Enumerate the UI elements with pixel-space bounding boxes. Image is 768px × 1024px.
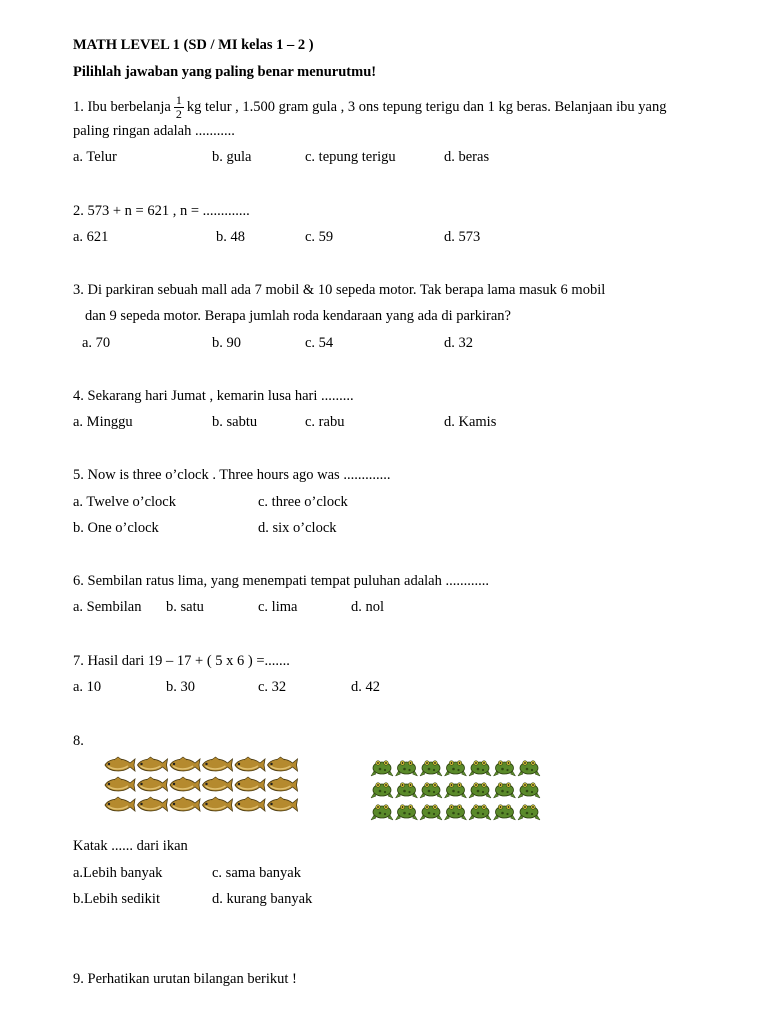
frog-icon [396,783,418,798]
question-3-line2: dan 9 sepeda motor. Berapa jumlah roda kendaraan yang ada di parkiran? [85,308,511,324]
question-7: 7. Hasil dari 19 – 17 + ( 5 x 6 ) =....... [73,653,290,669]
fish-icon [138,777,168,791]
frog-icon [494,805,516,820]
option-4c[interactable]: c. rabu [305,414,345,430]
option-6a[interactable]: a. Sembilan [73,599,142,615]
fish-icon [105,777,135,791]
option-8b[interactable]: b.Lebih sedikit [73,891,160,907]
option-5c[interactable]: c. three o’clock [258,494,348,510]
frog-icon [396,761,418,776]
frog-icon [445,783,467,798]
option-1c[interactable]: c. tepung terigu [305,149,396,165]
question-1-text-after: kg telur , 1.500 gram gula , 3 ons tepung terigu dan 1 kg beras. Belanjaan ibu yang [186,99,667,115]
fish-icon [268,757,298,771]
fish-icon [170,757,200,771]
option-6d[interactable]: d. nol [351,599,385,615]
question-6: 6. Sembilan ratus lima, yang menempati tempat puluhan adalah ............ [73,573,489,589]
frog-icon [420,783,442,798]
option-8a[interactable]: a.Lebih banyak [73,865,163,881]
question-1 [73,92,667,121]
frog-icon [518,805,540,820]
fraction-half [174,94,184,121]
option-3c[interactable]: c. 54 [305,335,334,351]
frog-icon [420,761,442,776]
frog-icon [518,783,540,798]
frog-icon [420,805,442,820]
option-6c[interactable]: c. lima [258,599,298,615]
option-7b[interactable]: b. 30 [166,679,195,695]
fish-icon [235,757,265,771]
question-1-text-before: 1. Ibu berbelanja [73,99,171,115]
fish-icon [268,797,298,811]
fish-icon [105,757,135,771]
option-1a[interactable]: a. Telur [73,149,117,165]
frog-icon [445,761,467,776]
fish-icon [138,797,168,811]
question-4: 4. Sekarang hari Jumat , kemarin lusa hari ......... [73,388,354,404]
option-5b[interactable]: b. One o’clock [73,520,159,536]
option-5d[interactable]: d. six o’clock [258,520,337,536]
question-2: 2. 573 + n = 621 , n = ............. [73,203,250,219]
option-4d[interactable]: d. Kamis [444,414,497,430]
fish-icon [170,797,200,811]
fish-icon [268,777,298,791]
fish-picture [100,754,300,816]
frog-icon [445,805,467,820]
option-8c[interactable]: c. sama banyak [212,865,301,881]
option-7a[interactable]: a. 10 [73,679,102,695]
instruction: Pilihlah jawaban yang paling benar menurutmu! [73,64,377,80]
frog-picture [368,756,558,828]
option-3b[interactable]: b. 90 [212,335,241,351]
question-3: 3. Di parkiran sebuah mall ada 7 mobil & 10 sepeda motor. Tak berapa lama masuk 6 mobil [73,282,606,298]
option-1d[interactable]: d. beras [444,149,490,165]
option-2d[interactable]: d. 573 [444,229,481,245]
question-1-line2: paling ringan adalah ........... [73,123,235,139]
option-3a[interactable]: a. 70 [82,335,111,351]
option-4b[interactable]: b. sabtu [212,414,258,430]
question-5: 5. Now is three o’clock . Three hours ago was ............. [73,467,391,483]
frog-icon [371,783,393,798]
frog-icon [518,761,540,776]
option-7c[interactable]: c. 32 [258,679,287,695]
option-2a[interactable]: a. 621 [73,229,109,245]
fish-icon [235,777,265,791]
option-2c[interactable]: c. 59 [305,229,334,245]
fraction-denominator: 2 [175,106,182,121]
frog-icon [371,805,393,820]
fish-icon [170,777,200,791]
frog-icon [396,805,418,820]
question-9: 9. Perhatikan urutan bilangan berikut ! [73,971,297,987]
option-2b[interactable]: b. 48 [216,229,245,245]
frog-icon [469,805,491,820]
page-title: MATH LEVEL 1 (SD / MI kelas 1 – 2 ) [73,37,314,53]
fish-icon [105,797,135,811]
fish-icon [203,777,233,791]
frog-icon [494,761,516,776]
fish-icon [235,797,265,811]
fish-icon [138,757,168,771]
frog-icon [469,783,491,798]
fish-icon [203,797,233,811]
option-6b[interactable]: b. satu [166,599,204,615]
option-5a[interactable]: a. Twelve o’clock [73,494,176,510]
option-7d[interactable]: d. 42 [351,679,380,695]
option-3d[interactable]: d. 32 [444,335,473,351]
question-8-prompt: Katak ...... dari ikan [73,838,188,854]
question-8: 8. [73,733,84,749]
option-1b[interactable]: b. gula [212,149,252,165]
fish-icon [203,757,233,771]
option-4a[interactable]: a. Minggu [73,414,133,430]
frog-icon [371,761,393,776]
frog-icon [469,761,491,776]
frog-icon [494,783,516,798]
option-8d[interactable]: d. kurang banyak [212,891,313,907]
fraction-numerator: 1 [175,92,182,107]
